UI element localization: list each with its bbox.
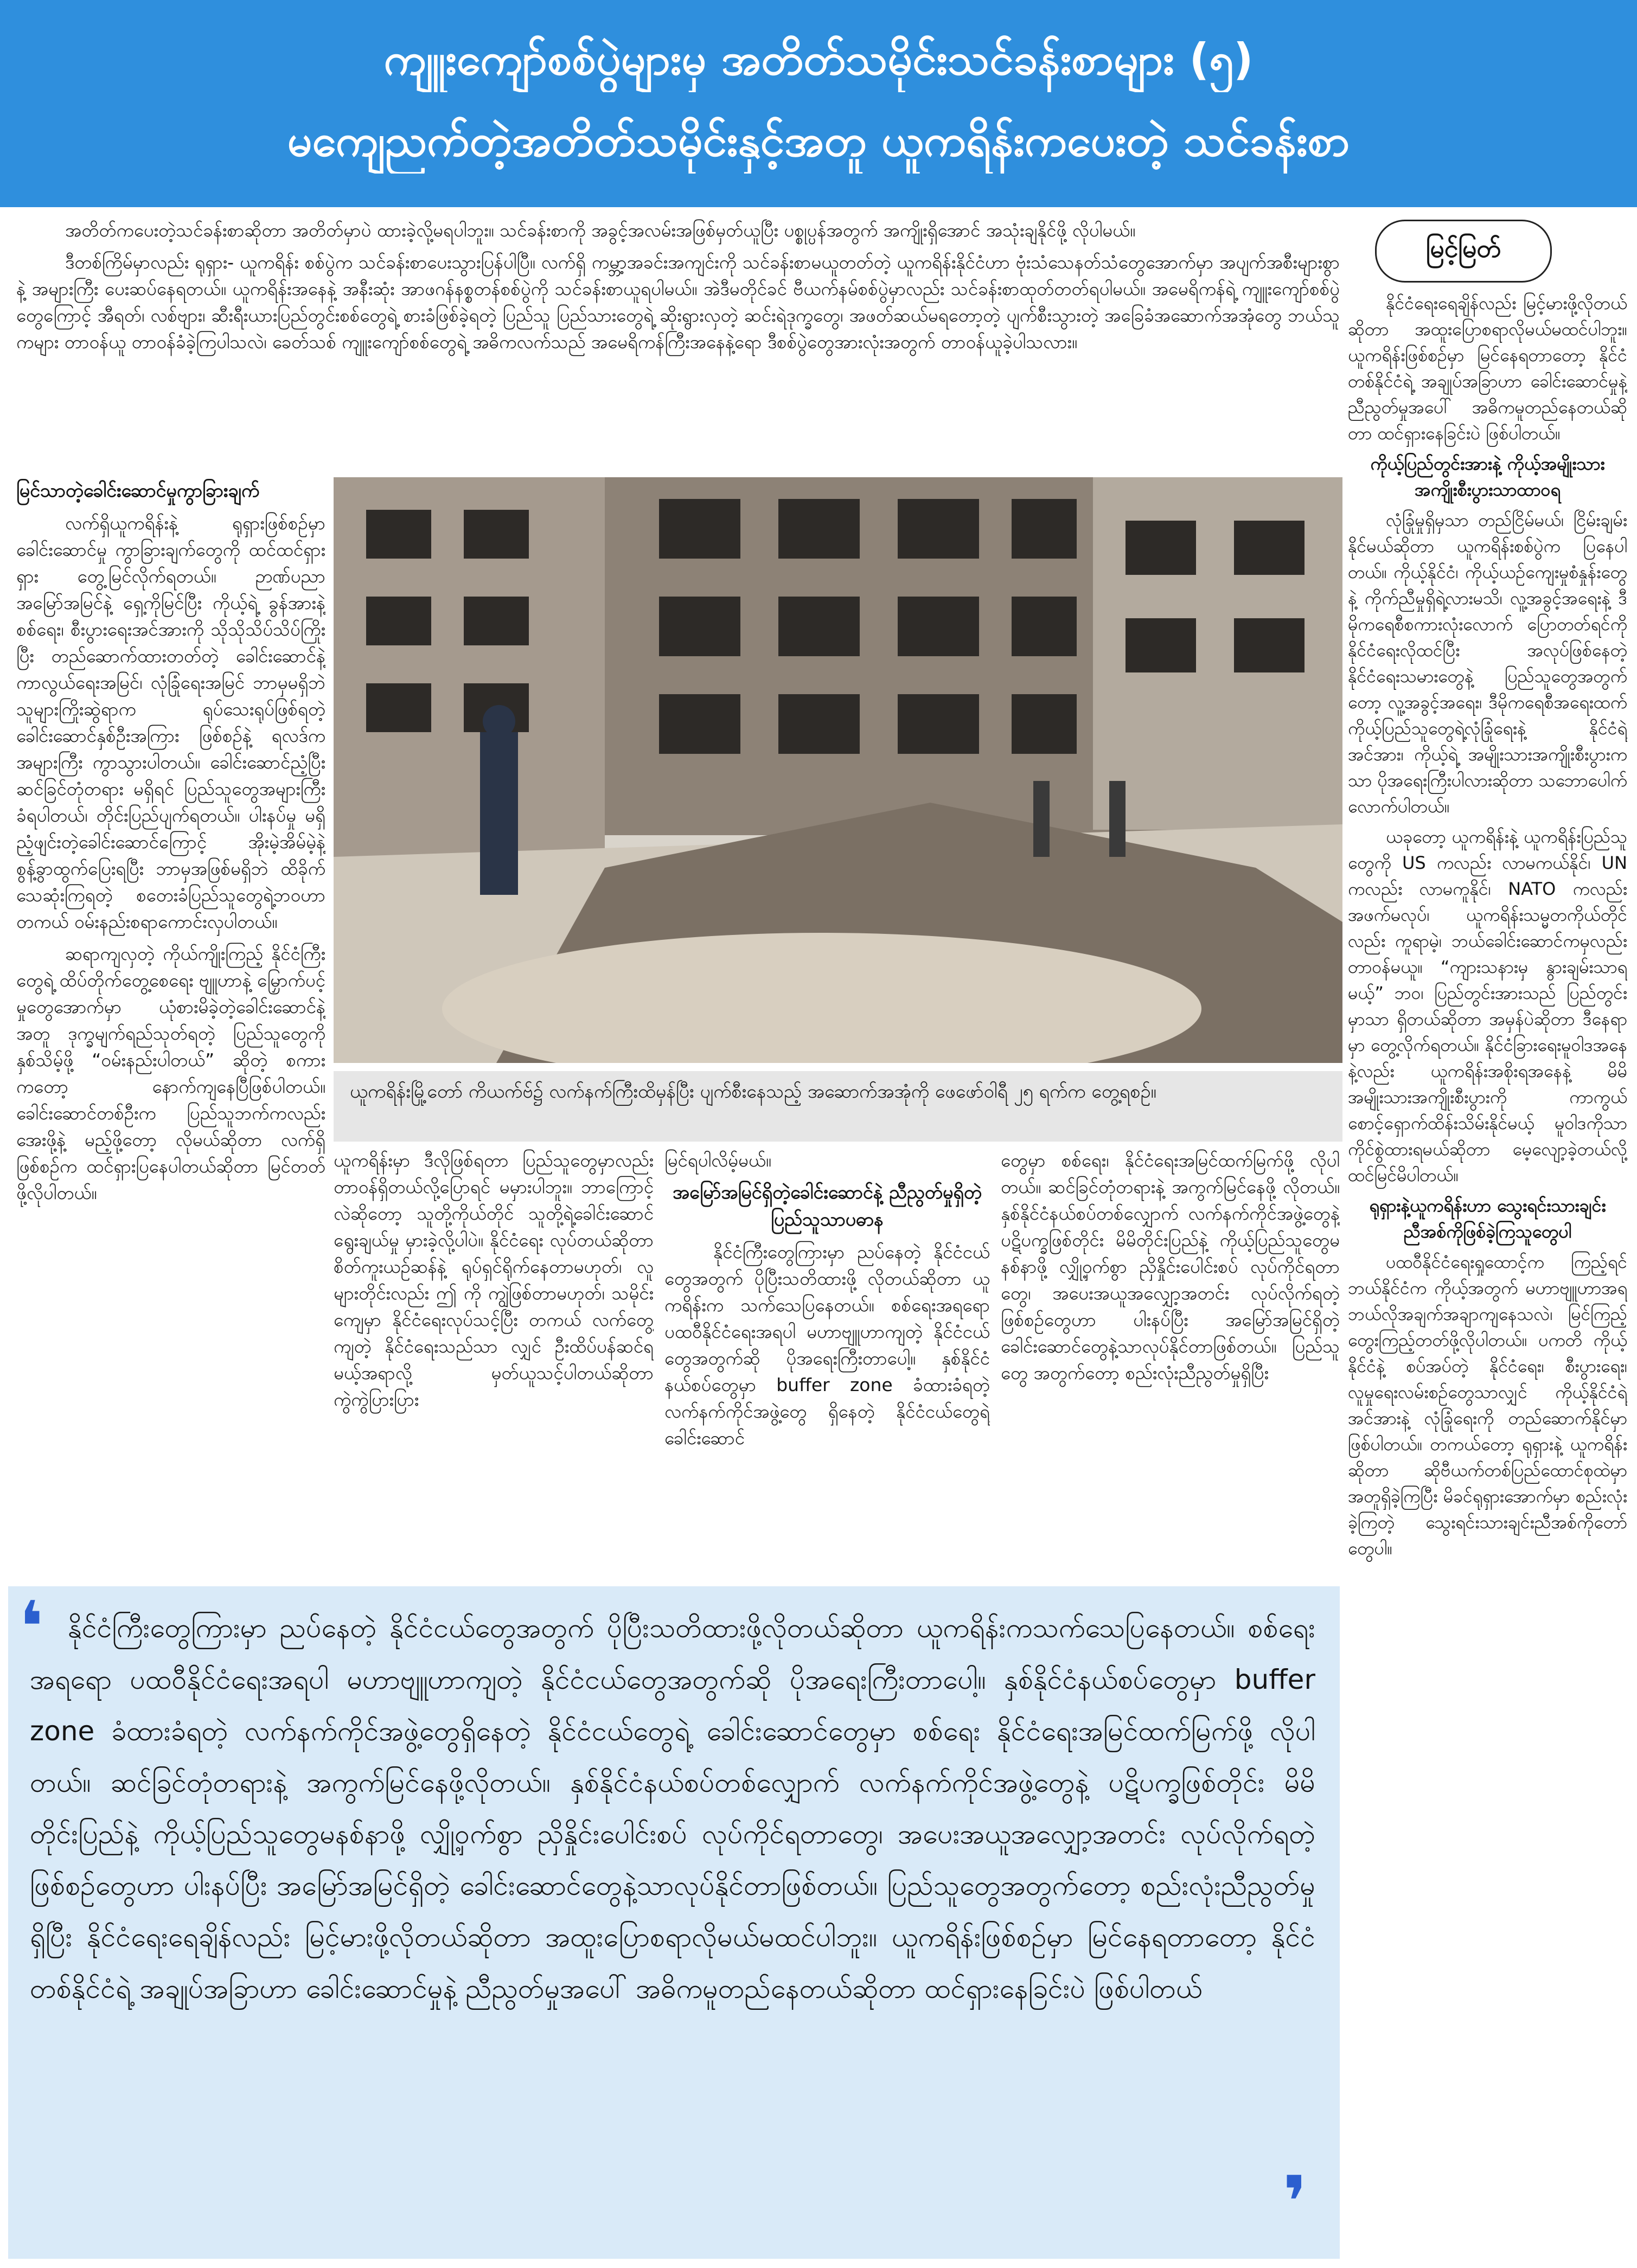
open-quote-icon: ❛ <box>19 1586 44 1668</box>
article-photo <box>334 477 1342 1063</box>
intro-paragraph-2: ဒီတစ်ကြိမ်မှာလည်း ရုရှား- ယူကရိန်း စစ်ပွဲက သင်ခန်းစာပေးသွားပြန်ပါပြီ။ လက်ရှိ ကမ္ဘာ့အခင်းအကျင်းကို သင်ခန်းစာမယူတတ်တဲ့ ယူကရိန်းနိုင်ငံဟာ ဗုံးသံသေနတ်သံတွေအောက်မှာ အပျက်အစီးများစွာနဲ့ အများကြီး ပေးဆပ်နေရတယ်။ ယူကရိန်းအနေနဲ့ အနီးဆုံး အာဖဂန်နစ္စတန်စစ်ပွဲကို သင်ခန်းစာယူရပါမယ်။ အဲဒီမတိုင်ခင် ဗီယက်နမ်စစ်ပွဲမှာလည်း သင်ခန်းစာထုတ်တတ်ရပါမယ်။ အမေရိကန်ရဲ့ ကျူးကျော်စစ်ပွဲတွေကြောင့် အီရတ်၊ လစ်ဗျား၊ ဆီးရီးယားပြည်တွင်းစစ်တွေရဲ့ စားခံဖြစ်ခဲ့ရတဲ့ ပြည်သူ ပြည်သားတွေရဲ့ ဆိုးရွားလှတဲ့ ဆင်းရဲဒုက္ခတွေ၊ အဖတ်ဆယ်မရတော့တဲ့ ပျက်စီးသွားတဲ့ အခြေခံအဆောက်အအုံတွေ ဘယ်သူကများ တာဝန်ယူ တာဝန်ခံခဲ့ကြပါသလဲ၊ ခေတ်သစ် ကျူးကျော်စစ်တွေရဲ့ အဓိကလက်သည် အမေရိကန်ကြီးအနေနဲ့ရော ဒီစစ်ပွဲတွေအားလုံးအတွက် တာဝန်ယူခဲ့ပါသလား။ <box>16 252 1340 353</box>
pull-quote-text: နိုင်ငံကြီးတွေကြားမှာ ညပ်နေတဲ့ နိုင်ငံငယ်တွေအတွက် ပိုပြီးသတိထားဖို့လိုတယ်ဆိုတာ ယူကရိန်းကသက်သေပြနေတယ်။ စစ်ရေးအရရော ပထဝီနိုင်ငံရေးအရပါ မဟာဗျူဟာကျတဲ့ နိုင်ငံငယ်တွေအတွက်ဆို ပိုအရေးကြီးတာပေါ့။ နှစ်နိုင်ငံနယ်စပ်တွေမှာ buffer zone ခံထားခံရတဲ့ လက်နက်ကိုင်အဖွဲ့တွေရှိနေတဲ့ နိုင်ငံငယ်တွေရဲ့ ခေါင်းဆောင်တွေမှာ စစ်ရေး နိုင်ငံရေးအမြင်ထက်မြက်ဖို့ လိုပါတယ်။ ဆင်ခြင်တုံတရားနဲ့ အကွက်မြင်နေဖို့လိုတယ်။ နှစ်နိုင်ငံနယ်စပ်တစ်လျှောက် လက်နက်ကိုင်အဖွဲ့တွေနဲ့ ပဋိပက္ခဖြစ်တိုင်း မိမိတိုင်းပြည်နဲ့ ကိုယ့်ပြည်သူတွေမနစ်နာဖို့ လျှို့ဝှက်စွာ ညှိနှိုင်းပေါင်းစပ် လုပ်ကိုင်ရတာတွေ၊ အပေးအယူအလျှော့အတင်း လုပ်လိုက်ရတဲ့ဖြစ်စဉ်တွေဟာ ပါးနပ်ပြီး အမြော်အမြင်ရှိတဲ့ ခေါင်းဆောင်တွေနဲ့သာလုပ်နိုင်တာဖြစ်တယ်။ ပြည်သူတွေအတွက်တော့ စည်းလုံးညီညွတ်မှုရှိပြီး နိုင်ငံရေးရေချိန်လည်း မြင့်မားဖို့လိုတယ်ဆိုတာ အထူးပြောစရာလိုမယ်မထင်ပါဘူး။ ယူကရိန်းဖြစ်စဉ်မှာ မြင်နေရတာတော့ နိုင်ငံတစ်နိုင်ငံရဲ့ အချုပ်အခြာဟာ ခေါင်းဆောင်မှုနဲ့ ညီညွတ်မှုအပေါ် အဓိကမူတည်နေတယ်ဆိုတာ ထင်ရှားနေခြင်းပဲ ဖြစ်ပါတယ် <box>30 1612 1315 2004</box>
column-1-paragraph-2: ဆရာကျလှတဲ့ ကိုယ်ကျိုးကြည့် နိုင်ငံကြီးတွေရဲ့ ထိပ်တိုက်တွေ့စေရေး ဗျူဟာနဲ့ မြှောက်ပင့်မှုတွေအောက်မှာ ယုံစားမိခဲ့တဲ့ခေါင်းဆောင်နဲ့အတူ ဒုက္ခမျက်ရည်သုတ်ရတဲ့ ပြည်သူတွေကို နှစ်သိမ့်ဖို့ “ဝမ်းနည်းပါတယ်” ဆိုတဲ့ စကားကတော့ နောက်ကျနေပြီဖြစ်ပါတယ်။ ခေါင်းဆောင်တစ်ဦးက ပြည်သူဘက်ကလည်း အေးဖို့နဲ့ မည့်ဖို့တော့ လိုမယ်ဆိုတာ လက်ရှိဖြစ်စဉ်က ထင်ရှားပြနေပါတယ်ဆိုတာ မြင်တတ်ဖို့လိုပါတယ်။ <box>16 943 325 1203</box>
sidebar-paragraph-1: နိုင်ငံရေးရေချိန်လည်း မြင့်မားဖို့လိုတယ်ဆိုတာ အထူးပြောစရာလိုမယ်မထင်ပါဘူး။ ယူကရိန်းဖြစ်စဉ်မှာ မြင်နေရတာတော့ နိုင်ငံတစ်နိုင်ငံရဲ့ အချုပ်အခြာဟာ ခေါင်းဆောင်မှုနဲ့ ညီညွတ်မှုအပေါ် အဓိကမူတည်နေတယ်ဆိုတာ ထင်ရှားနေခြင်းပဲ ဖြစ်ပါတယ်။ <box>1348 293 1627 444</box>
pull-quote-box <box>8 1586 1340 2259</box>
sidebar-subhead-1: ကိုယ့်ပြည်တွင်းအားနဲ့ ကိုယ့်အမျိုးသား အကျိုးစီးပွားသာထာဝရ <box>1370 453 1605 500</box>
header-banner <box>0 0 1637 207</box>
sidebar-column <box>1348 220 1627 2264</box>
intro-paragraph-1: အတိတ်ကပေးတဲ့သင်ခန်းစာဆိုတာ အတိတ်မှာပဲ ထားခဲ့လို့မရပါဘူး။ သင်ခန်းစာကို အခွင့်အလမ်းအဖြစ်မှတ်ယူပြီး ပစ္စုပ္ပန်အတွက် အကျိုးရှိအောင် အသုံးချနိုင်ဖို့ လိုပါမယ်။ <box>65 220 1136 241</box>
sidebar-paragraph-2: လုံခြုံမှုရှိမှသာ တည်ငြိမ်မယ်၊ ငြိမ်းချမ်းနိုင်မယ်ဆိုတာ ယူကရိန်းစစ်ပွဲက ပြနေပါတယ်။ ကိုယ့်နိုင်ငံ၊ ကိုယ့်ယဉ်ကျေးမှုစံနှုန်းတွေနဲ့ ကိုက်ညီမှုရှိရဲ့လားမသိ၊ လူ့အခွင့်အရေးနဲ့ ဒီမိုကရေစီစကားလုံးလောက် ပြောတတ်ရင်ကို နိုင်ငံရေးလိုထင်ပြီး အလုပ်ဖြစ်နေတဲ့ နိုင်ငံရေးသမားတွေနဲ့ ပြည်သူတွေအတွက်တော့ လူ့အခွင့်အရေး၊ ဒီမိုကရေစီအရေးထက် ကိုယ့်ပြည်သူတွေရဲ့လုံခြုံရေးနဲ့ နိုင်ငံရဲ့ အင်အား၊ ကိုယ့်ရဲ့ အမျိုးသားအကျိုးစီးပွားကသာ ပိုအရေးကြီးပါလားဆိုတာ သဘောပေါက်လောက်ပါတယ်။ <box>1348 510 1627 817</box>
column-4 <box>1001 1147 1340 1581</box>
sidebar-subhead-2: ရုရှားနဲ့ယူကရိန်းဟာ သွေးရင်းသားချင်း ညီအစ်ကိုဖြစ်ခဲ့ကြသူတွေပါ <box>1369 1195 1606 1242</box>
column-3-lead: မြင်ရပါလိမ့်မယ်။ <box>664 1150 771 1171</box>
sidebar-paragraph-3: ယခုတော့ ယူကရိန်းနဲ့ ယူကရိန်းပြည်သူတွေကို US ကလည်း လာမကယ်နိုင်၊ UN ကလည်း လာမကူနိုင်၊ NATO ကလည်း အဖက်မလုပ်၊ ယူကရိန်းသမ္မတကိုယ်တိုင်လည်း ကူရာမဲ့၊ ဘယ်ခေါင်းဆောင်ကမှလည်း တာဝန်မယူ။ “ကျားသနားမှ နွားချမ်းသာရမယ့်” ဘဝ၊ ပြည်တွင်းအားသည် ပြည်တွင်းမှာသာ ရှိတယ်ဆိုတာ အမှန်ပဲဆိုတာ ဒီနေရာမှာ တွေ့လိုက်ရတယ်။ နိုင်ငံခြားရေးမူဝါဒအနေနဲ့လည်း ယူကရိန်းအစိုးရအနေနဲ့ မိမိအမျိုးသားအကျိုးစီးပွားကို ကာကွယ်စောင့်ရှောက်ထိန်းသိမ်းနိုင်မယ့် မူဝါဒကိုသာ ကိုင်စွဲထားရမယ်ဆိုတာ မေ့လျော့ခဲ့တယ်လို့ ထင်မြင်မိပါတယ်။ <box>1348 827 1627 1186</box>
column-3 <box>664 1147 990 1581</box>
author-badge: မြင့်မြတ် <box>1375 220 1552 283</box>
sidebar-paragraph-4: ပထဝီနိုင်ငံရေးရှုထောင့်က ကြည့်ရင် ဘယ်နိုင်ငံက ကိုယ့်အတွက် မဟာဗျူဟာအရ ဘယ်လိုအချက်အချာကျနေသလဲ၊ မြင်ကြည့်တွေးကြည့်တတ်ဖို့လိုပါတယ်။ ပကတိ ကိုယ့်နိုင်ငံနဲ့ စပ်အပ်တဲ့ နိုင်ငံရေး၊ စီးပွားရေး၊ လူမှုရေးလမ်းစဉ်တွေသာလျှင် ကိုယ့်နိုင်ငံရဲ့ အင်အားနဲ့ လုံခြုံရေးကို တည်ဆောက်နိုင်မှာဖြစ်ပါတယ်။ တကယ်တော့ ရုရှားနဲ့ ယူကရိန်းဆိုတာ ဆိုဗီယက်တစ်ပြည်ထောင်စုထဲမှာ အတူရှိခဲ့ကြပြီး မိခင်ရုရှားအောက်မှာ စည်းလုံးခဲ့ကြတဲ့ သွေးရင်းသားချင်းညီအစ်ကိုတော်တွေပါ။ <box>1348 1252 1627 1559</box>
column-4-paragraph-1: တွေမှာ စစ်ရေး၊ နိုင်ငံရေးအမြင်ထက်မြက်ဖို့ လိုပါတယ်။ ဆင်ခြင်တုံတရားနဲ့ အကွက်မြင်နေဖို့ လိုတယ်။ နှစ်နိုင်ငံနယ်စပ်တစ်လျှောက် လက်နက်ကိုင်အဖွဲ့တွေနဲ့ ပဋိပက္ခဖြစ်တိုင်း မိမိတိုင်းပြည်နဲ့ ကိုယ့်ပြည်သူတွေမနစ်နာဖို့ လျှို့ဝှက်စွာ ညှိနှိုင်းပေါင်းစပ် လုပ်ကိုင်ရတာတွေ၊ အပေးအယူအလျှော့အတင်း လုပ်လိုက်ရတဲ့ဖြစ်စဉ်တွေဟာ ပါးနပ်ပြီး အမြော်အမြင်ရှိတဲ့ ခေါင်းဆောင်တွေနဲ့သာလုပ်နိုင်တာဖြစ်တယ်။ ပြည်သူတွေ အတွက်တော့ စည်းလုံးညီညွတ်မှုရှိပြီး <box>1001 1150 1340 1383</box>
column-2 <box>334 1147 654 1581</box>
column-3-paragraph-1: နိုင်ငံကြီးတွေကြားမှာ ညပ်နေတဲ့ နိုင်ငံငယ်တွေအတွက် ပိုပြီးသတိထားဖို့ လိုတယ်ဆိုတာ ယူကရိန်းက သက်သေပြနေတယ်။ စစ်ရေးအရရော ပထဝီနိုင်ငံရေးအရပါ မဟာဗျူဟာကျတဲ့ နိုင်ငံငယ်တွေအတွက်ဆို ပိုအရေးကြီးတာပေါ့။ နှစ်နိုင်ငံနယ်စပ်တွေမှာ buffer zone ခံထားခံရတဲ့ လက်နက်ကိုင်အဖွဲ့တွေ ရှိနေတဲ့ နိုင်ငံငယ်တွေရဲ့ ခေါင်းဆောင် <box>664 1241 990 1449</box>
close-quote-icon: ❜ <box>1282 2161 1307 2243</box>
column-3-subhead: အမြော်အမြင်ရှိတဲ့ခေါင်းဆောင်နဲ့ ညီညွတ်မှုရှိတဲ့ပြည်သူသာပဓာန <box>672 1182 982 1231</box>
headline-line-2: မကျေညက်တဲ့အတိတ်သမိုင်းနှင့်အတူ ယူကရိန်းကပေးတဲ့ သင်ခန်းစာ <box>287 116 1350 166</box>
column-1-paragraph-1: လက်ရှိယူကရိန်းနဲ့ ရုရှားဖြစ်စဉ်မှာ ခေါင်းဆောင်မှု ကွာခြားချက်တွေကို ထင်ထင်ရှားရှား တွေ့မြင်လိုက်ရတယ်။ ဉာဏ်ပညာအမြော်အမြင်နဲ့ ရှေ့ကိုမြင်ပြီး ကိုယ့်ရဲ့ ခွန်အားနဲ့ စစ်ရေး၊ စီးပွားရေးအင်အားကို သိုသိုသိပ်သိပ်ကြိုးပြီး တည်ဆောက်ထားတတ်တဲ့ ခေါင်းဆောင်နဲ့ ကာလွယ်ရေးအမြင်၊ လုံခြုံရေးအမြင် ဘာမှမရှိဘဲ သူများကြိုးဆွဲရာက ရုပ်သေးရုပ်ဖြစ်ရတဲ့ ခေါင်းဆောင်နှစ်ဦးအကြား ဖြစ်စဉ်နဲ့ ရလဒ်ကအများကြီး ကွာသွားပါတယ်။ ခေါင်းဆောင်ညံ့ပြီး ဆင်ခြင်တုံတရား မရှိရင် ပြည်သူတွေအများကြီး ခံရပါတယ်၊ တိုင်းပြည်ပျက်ရတယ်။ ပါးနပ်မှု မရှိညံ့ဖျင်းတဲ့ခေါင်းဆောင်ကြောင့် အိုးမဲ့အိမ်မဲ့နဲ့ စွန့်ခွာထွက်ပြေးရပြီး ဘာမှအဖြစ်မရှိဘဲ ထိခိုက်သေဆုံးကြရတဲ့ စတေးခံပြည်သူတွေရဲ့ဘဝဟာ တကယ် ဝမ်းနည်းစရာကောင်းလှပါတယ်။ <box>16 512 325 932</box>
headline-line-1: ကျူးကျော်စစ်ပွဲများမှ အတိတ်သမိုင်းသင်ခန်းစာများ (၅) <box>383 34 1254 85</box>
photo-caption: ယူကရိန်းမြို့တော် ကိယက်ဗ်၌ လက်နက်ကြီးထိမှန်ပြီး ပျက်စီးနေသည့် အဆောက်အအုံကို ဖေဖော်ဝါရီ ၂၅ ရက်က တွေ့ရစဉ်။ <box>334 1071 1342 1142</box>
column-1-subhead: မြင်သာတဲ့ခေါင်းဆောင်မှုကွာခြားချက် <box>16 480 260 502</box>
column-2-paragraph-1: ယူကရိန်းမှာ ဒီလိုဖြစ်ရတာ ပြည်သူတွေမှာလည်း တာဝန်ရှိတယ်လို့ပြောရင် မမှားပါဘူး။ ဘာကြောင့်လဲဆိုတော့ သူတို့ကိုယ်တိုင် သူတို့ရဲ့ခေါင်းဆောင် ရွေးချယ်မှု မှားခဲ့လို့ပါပဲ။ နိုင်ငံရေး လုပ်တယ်ဆိုတာ စိတ်ကူးယဉ်ဆန်နဲ့ ရုပ်ရှင်ရိုက်နေတာမဟုတ်၊ လူများတိုင်းလည်း ဤ ကို ကျွဲဖြစ်တာမဟုတ်၊ သမိုင်းကျေမှာ နိုင်ငံရေးလုပ်သင့်ပြီး တကယ် လက်တွေ့ကျတဲ့ နိုင်ငံရေးသည်သာ လျှင် ဦးထိပ်ပန်ဆင်ရမယ့်အရာလို့ မှတ်ယူသင့်ပါတယ်ဆိုတာ ကွဲကွဲပြားပြား <box>334 1150 654 1410</box>
column-1 <box>16 477 325 1578</box>
intro-text <box>16 217 1340 466</box>
